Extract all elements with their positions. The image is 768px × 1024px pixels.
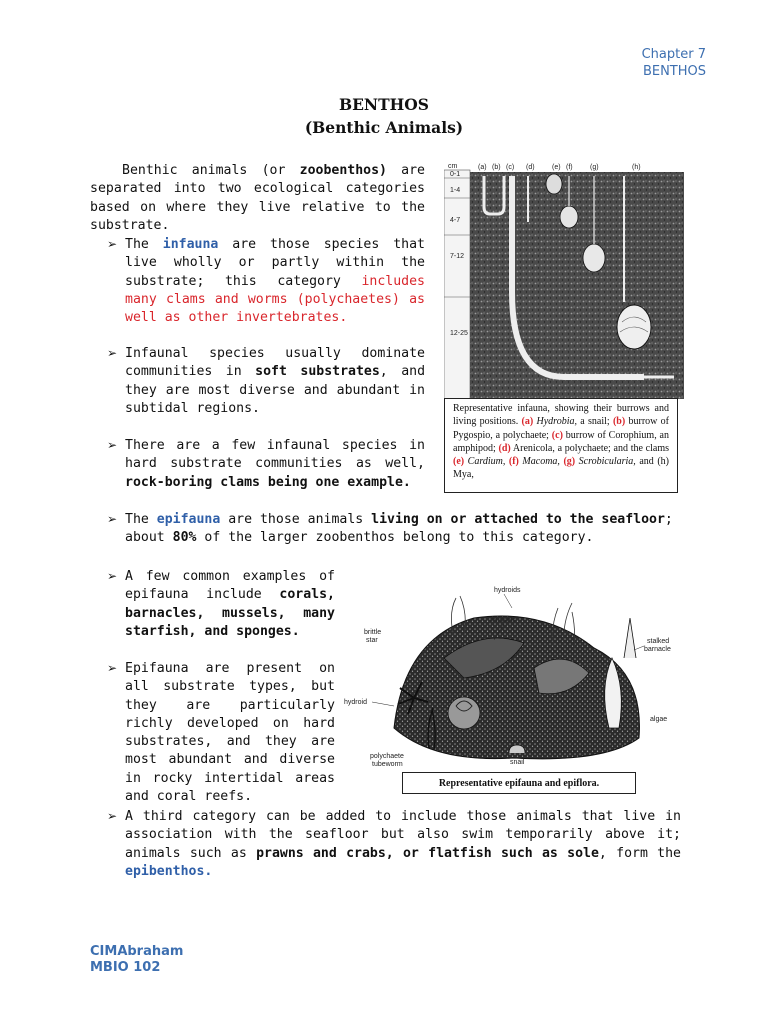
label-polychaete-tubeworm: polychaete [370, 753, 404, 760]
text: are those species that live wholly or partly within the substrate; this category [125, 237, 425, 289]
bullet-hard-substrates [107, 437, 425, 492]
depth-label: 12-25 [450, 330, 468, 337]
text: , form the [598, 845, 681, 861]
epifauna-figure [344, 578, 684, 773]
arrow-bullet-icon: ➢ [107, 569, 118, 583]
intro-term-zoobenthos: zoobenthos) [299, 163, 387, 178]
figure-letter: (a) [478, 164, 487, 171]
term-epibenthos: epibenthos. [125, 863, 213, 879]
term-living-on-seafloor: living on or attached to the seafloor [371, 512, 665, 527]
text: Macoma, [518, 456, 564, 468]
epifauna-illustration [344, 578, 684, 773]
text: Scrobicularia, [575, 456, 636, 468]
figure-letter: (f) [566, 164, 573, 171]
text: Hydrobia, [533, 416, 577, 428]
text: Representative infauna, showing their burrows and living positions. [453, 403, 669, 428]
caption-tag: (a) [521, 416, 534, 428]
intro-paragraph [90, 162, 425, 235]
depth-label: 1-4 [450, 187, 461, 194]
title-line-2: (Benthic Animals) [304, 118, 464, 137]
bullet-epifauna [107, 511, 681, 548]
text: a snail; [576, 416, 613, 428]
figure-letter: (e) [552, 164, 561, 171]
chapter-number: Chapter 7 [641, 47, 706, 62]
text: of the larger zoobenthos belong to this category. [196, 530, 594, 546]
term-infauna: infauna [162, 237, 219, 252]
page-title [0, 93, 768, 139]
title-line-1: BENTHOS [339, 95, 429, 114]
epifauna-figure-caption [402, 772, 636, 794]
label-hydroid: hydroid [344, 699, 367, 706]
depth-label: 4-7 [450, 217, 461, 224]
depth-label: 0-1 [450, 171, 461, 178]
text: Infaunal species usually dominate communities in [125, 346, 425, 380]
author-name: CIMAbraham [90, 944, 184, 959]
arrow-bullet-icon: ➢ [107, 438, 118, 452]
label-algae: algae [650, 716, 668, 723]
bullet-infauna [107, 236, 425, 327]
figure-letter: (g) [590, 164, 599, 171]
label-stalked-barnacle: stalked [647, 638, 670, 645]
epifauna-examples: corals, barnacles, mussels, many starfish, and sponges. [125, 587, 335, 639]
caption-text: Representative epifauna and epiflora. [438, 778, 600, 789]
text: A third category can be added to include those animals that live in association with the seafloor but also swim temporarily above it; animals such as [125, 809, 681, 861]
arrow-bullet-icon: ➢ [107, 512, 118, 526]
caption-tag: (c) [551, 429, 563, 441]
text: are those animals [220, 512, 372, 527]
figure-letter: (d) [526, 164, 535, 171]
label-stalked-barnacle-2: barnacle [644, 646, 671, 653]
text: A few common examples of epifauna include [125, 569, 335, 603]
text: Arenicola, a polychaete; and the clams [510, 442, 669, 454]
figure-letter: (h) [632, 164, 641, 171]
arrow-bullet-icon: ➢ [107, 237, 118, 251]
term-epifauna: epifauna [156, 512, 221, 527]
label-brittle-star-2: star [366, 637, 378, 644]
text: , and they are most diverse and abundant in subtidal regions. [125, 364, 426, 416]
term-rock-boring-clams: rock-boring clams being one example. [125, 474, 411, 490]
chapter-topic: BENTHOS [642, 64, 706, 79]
text: ; about [125, 512, 673, 546]
arrow-bullet-icon: ➢ [107, 809, 118, 823]
text: Cardium, [464, 456, 509, 468]
infauna-figure [444, 162, 684, 399]
label-brittle-star: brittle [364, 629, 382, 636]
bullet-epifauna-distribution [107, 660, 335, 806]
caption-tag: (f) [508, 456, 519, 468]
figure-letter: (b) [492, 164, 501, 171]
arrow-bullet-icon: ➢ [107, 346, 118, 360]
page-footer [90, 944, 183, 976]
term-soft-substrates: soft substrates [255, 364, 380, 380]
chapter-header [642, 46, 706, 80]
epibenthos-examples: prawns and crabs, or flatfish such as sole [256, 845, 599, 861]
percentage-80: 80% [172, 530, 197, 546]
depth-label: 7-12 [450, 253, 465, 260]
course-code: MBIO 102 [90, 960, 161, 975]
caption-tag: (b) [612, 416, 626, 428]
label-hydroids: hydroids [494, 587, 521, 594]
intro-text-a: Benthic animals (or [122, 163, 300, 178]
intro-text-c: are separated into two ecological categories based on where they live relative to the substrate. [90, 163, 426, 233]
caption-tag: (g) [563, 456, 576, 468]
label-mussels: mussels [490, 617, 516, 624]
infauna-illustration [444, 162, 684, 399]
bullet-epibenthos [107, 808, 681, 881]
depth-unit: cm [448, 163, 458, 170]
label-snail: snail [510, 759, 525, 766]
text: The [125, 237, 163, 252]
text: Epifauna are present on all substrate types, but they are particularly richly developed on hard substrates, and they are most abundant and diverse in rocky intertidal areas and coral reefs. [125, 661, 335, 805]
bullet-soft-substrates [107, 345, 425, 418]
arrow-bullet-icon: ➢ [107, 661, 118, 675]
label-polychaete-tubeworm-2: tubeworm [372, 761, 403, 768]
text: burrow of Corophium, an amphipod; [453, 429, 669, 454]
figure-letter: (c) [506, 164, 515, 171]
caption-tag: (d) [498, 442, 511, 454]
infauna-examples: includes many clams and worms (polychaetes) as well as other invertebrates. [125, 273, 425, 326]
infauna-figure-caption [444, 398, 678, 493]
text: and (h) Mya, [453, 456, 669, 481]
bullet-examples [107, 568, 335, 641]
text: burrow of Pygospio, a polychaete; [453, 416, 670, 441]
text: The [125, 512, 157, 527]
text: There are a few infaunal species in hard substrate communities as well, [125, 438, 425, 472]
caption-tag: (e) [453, 456, 465, 468]
